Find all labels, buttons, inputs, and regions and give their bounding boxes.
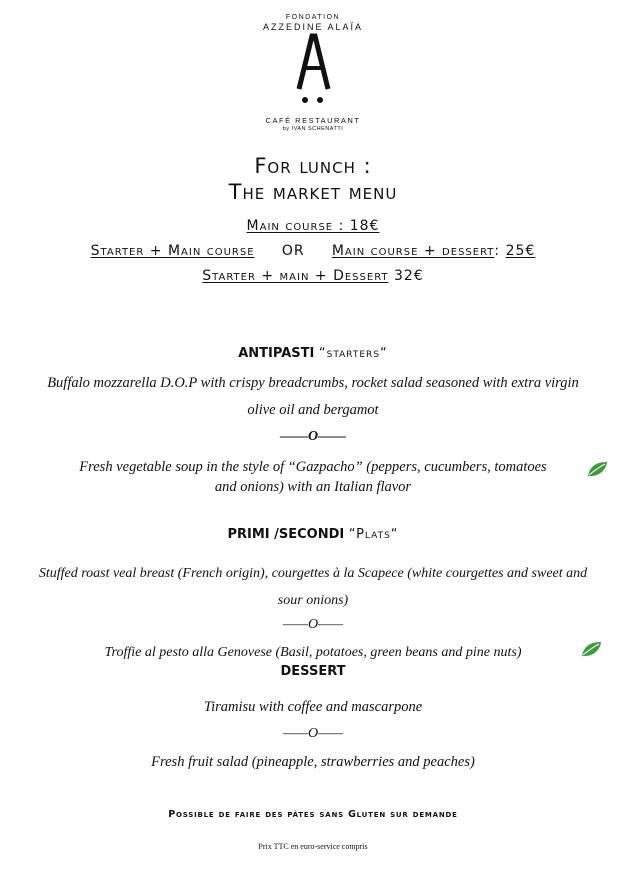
house-name: AZZEDINE ALAÏA: [262, 22, 364, 32]
price-combo: Starter + Main course OR Main course + dessert: 25€: [90, 243, 536, 259]
leaf-icon: [586, 460, 608, 478]
primi-dish-1-line-2: sour onions): [277, 593, 349, 608]
antipasti-sub: “starters“: [318, 346, 388, 361]
primi-dish-2: Troffie al pesto alla Genovese (Basil, potatoes, green beans and pine nuts): [104, 645, 522, 660]
antipasti-dish-2-line-1: Fresh vegetable soup in the style of “Gazpacho” (peppers, cucumbers, tomatoes: [79, 459, 547, 475]
primi-dish-1-line-1: Stuffed roast veal breast (French origin), courgettes à la Scapece (white courgettes and sweet and: [38, 566, 588, 581]
leaf-icon: [580, 640, 602, 658]
dessert-heading: [0, 664, 626, 679]
venue-label: CAFÉ RESTAURANT: [265, 116, 361, 125]
title-line-1: For lunch :: [254, 154, 372, 178]
main-dessert-label: Main course + dessert: [331, 243, 495, 259]
dessert-dish-1: Tiramisu with coffee and mascarpone: [203, 699, 423, 715]
dots-icon: [300, 96, 326, 104]
or-label: OR: [281, 243, 305, 259]
logo: [0, 32, 626, 90]
full-menu-label: Starter + main + Dessert: [202, 268, 389, 284]
primi-separator: ——O——: [283, 617, 343, 632]
foundation-label: FONDATION: [285, 14, 341, 21]
primi-heading: [0, 527, 626, 542]
dessert-separator: ——O——: [283, 726, 343, 741]
main-course-price: Main course : 18€: [246, 218, 380, 234]
antipasti-dish-1-line-2: olive oil and bergamot: [247, 402, 379, 418]
price-main-course: [0, 218, 626, 234]
starter-main-label: Starter + Main course: [90, 243, 255, 259]
full-menu-price: 32€: [393, 268, 424, 284]
antipasti-dish-2-line-2: and onions) with an Italian flavor: [214, 479, 412, 495]
antipasti-heading: [0, 346, 626, 361]
chef-label: by IVAN SCHENATTI: [282, 126, 344, 132]
primi-name: PRIMI /SECONDI: [227, 527, 345, 542]
logo-dots: [0, 96, 626, 104]
gluten-note: Possible de faire des pâtes sans Gluten sur demande: [168, 809, 458, 820]
dessert-name: DESSERT: [280, 664, 346, 679]
antipasti-separator: ——O——: [279, 429, 347, 444]
antipasti-dish-1-line-1: Buffalo mozzarella D.O.P with crispy breadcrumbs, rocket salad seasoned with extra virgin: [47, 375, 579, 391]
antipasti-name: ANTIPASTI: [238, 346, 315, 361]
price-full: [0, 268, 626, 284]
logo-letter-icon: [293, 32, 333, 90]
price-note: Prix TTC en euro-service compris: [258, 842, 368, 851]
title-line-2: The market menu: [228, 180, 398, 204]
primi-sub: “Plats“: [348, 527, 399, 542]
dessert-dish-2: Fresh fruit salad (pineapple, strawberries and peaches): [151, 754, 475, 770]
combo-price: 25€: [505, 243, 536, 259]
